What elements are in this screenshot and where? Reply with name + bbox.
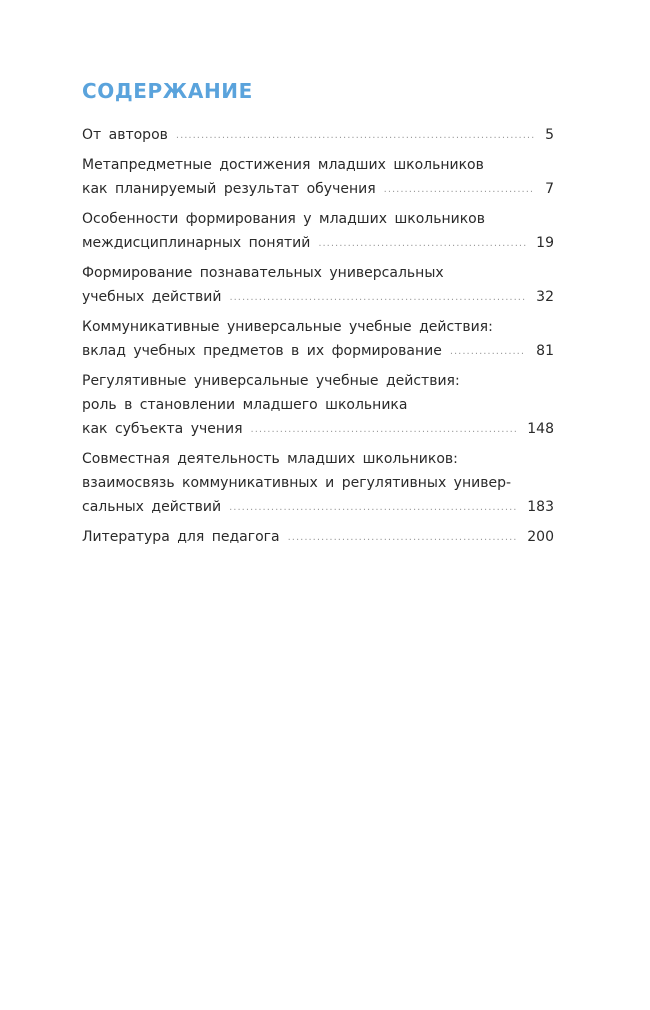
- toc-entry-literature[interactable]: [82, 525, 554, 551]
- table-of-contents: [82, 123, 554, 555]
- toc-page-number: 81: [536, 343, 554, 359]
- toc-entry-from-authors[interactable]: [82, 123, 554, 149]
- toc-page-number: 5: [545, 127, 554, 143]
- toc-entry-title-line: роль в становлении младшего школьника: [82, 397, 408, 413]
- toc-entry-title: Литература для педагога: [82, 529, 280, 545]
- toc-entry-title: сальных действий: [82, 499, 222, 515]
- toc-page-number: 19: [536, 235, 554, 251]
- toc-page-number: 32: [536, 289, 554, 305]
- toc-entry-title: междисциплинарных понятий: [82, 235, 311, 251]
- toc-entry-communicative-actions[interactable]: [82, 315, 554, 365]
- toc-page-number: 200: [527, 529, 554, 545]
- toc-entry-title-line: взаимосвязь коммуникативных и регулятивных универ-: [82, 475, 512, 491]
- toc-entry-joint-activity[interactable]: [82, 447, 554, 521]
- toc-entry-title-line: Коммуникативные универсальные учебные действия:: [82, 319, 493, 335]
- toc-page-number: 148: [527, 421, 554, 437]
- toc-entry-title: От авторов: [82, 127, 168, 143]
- toc-page-number: 7: [545, 181, 554, 197]
- toc-entry-title: учебных действий: [82, 289, 222, 305]
- dot-leader: [176, 124, 534, 148]
- toc-entry-title-line: Формирование познавательных универсальных: [82, 265, 444, 281]
- toc-entry-metasubject-achievements[interactable]: [82, 153, 554, 203]
- toc-entry-title: как субъекта учения: [82, 421, 243, 437]
- dot-leader: [384, 178, 534, 202]
- dot-leader: [450, 340, 526, 364]
- toc-entry-cognitive-actions[interactable]: [82, 261, 554, 311]
- toc-entry-title: как планируемый результат обучения: [82, 181, 376, 197]
- toc-entry-title-line: Регулятивные универсальные учебные действия:: [82, 373, 460, 389]
- dot-leader: [251, 418, 518, 442]
- page-title: СОДЕРЖАНИЕ: [82, 79, 253, 103]
- dot-leader: [229, 496, 517, 520]
- toc-entry-interdisciplinary-concepts[interactable]: [82, 207, 554, 257]
- toc-entry-title: вклад учебных предметов в их формирование: [82, 343, 442, 359]
- toc-entry-title-line: Особенности формирования у младших школьников: [82, 211, 485, 227]
- dot-leader: [288, 526, 518, 550]
- dot-leader: [318, 232, 526, 256]
- toc-page-number: 183: [527, 499, 554, 515]
- toc-entry-title-line: Метапредметные достижения младших школьников: [82, 157, 484, 173]
- toc-entry-regulatory-actions[interactable]: [82, 369, 554, 443]
- dot-leader: [229, 286, 526, 310]
- toc-entry-title-line: Совместная деятельность младших школьников:: [82, 451, 458, 467]
